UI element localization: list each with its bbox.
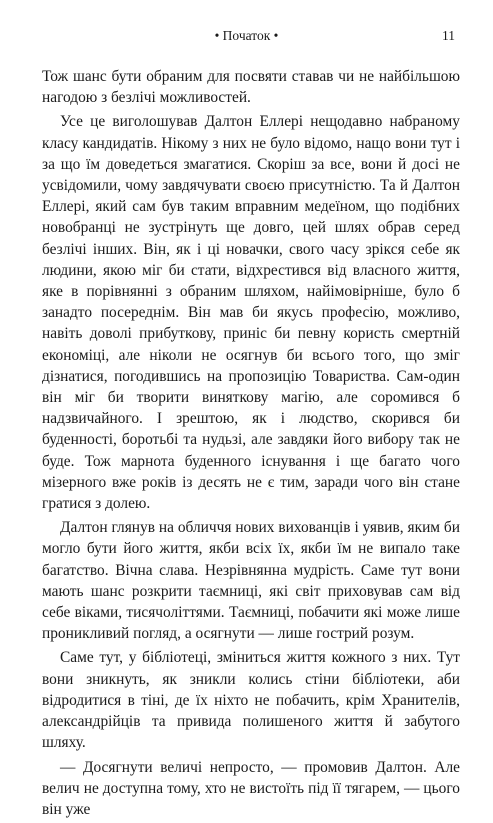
paragraph: — Досягнути величі непросто, — промовив Далтон. Але велич не доступна тому, хто не вистоїть під її тягарем, — цього він уже (42, 758, 460, 818)
paragraph: Тож шанс бути обраним для посвяти ставав чи не найбільшою нагодою з безлічі можливостей. (42, 68, 460, 107)
body-text (42, 66, 460, 823)
paragraph: Далтон глянув на обличчя нових вихованців і уявив, яким би могло бути його життя, якби всіх їх, якби їм не випало таке багатство. Вічна слава. Незрівнянна мудрість. Саме тут вони мають шанс розкрити таємниці, які світ приховував сам від себе віками, тисячоліттями. Таємниці, побачити які може лише проникливий погляд, а осягнути — лише гострий розум. (42, 519, 460, 643)
paragraph: Саме тут, у бібліотеці, зміниться життя кожного з них. Тут вони зникнуть, як зникли колись стіни бібліотеки, аби відродитися в тіні, де їх ніхто не побачить, крім Хранителів, александрійців та привида полишеного життя й забутого шляху. (42, 649, 460, 752)
page-number: 11 (442, 28, 455, 43)
running-title: • Початок • (214, 28, 279, 43)
paragraph: Усе це виголошував Далтон Еллері нещодавно набраному класу кандидатів. Нікому з них не було відомо, нащо вони тут і за що їм доведеться змагатися. Скоріш за все, вони й досі не усвідомили, чому завдячувати своєю присутністю. Та й Далтон Еллері, який сам був таким вправним медеїном, що подібних новобранці не зустрінуть ще довго, цей шлях обрав серед безлічі інших. Він, як і ці новачки, свого часу зрікся себе як людини, якою міг би стати, відхрестився від власного життя, яке в порівнянні з обраним шляхом, найімовірніше, було б занадто посереднім. Він мав би якусь професію, можливо, навіть доволі прибуткову, приніс би певну користь смертній економіці, але ніколи не осягнув би всього того, що зміг дізнатися, погодившись на пропозицію Товариства. Сам-один він міг би творити виняткову магію, але соромився б надзвичайного. І зрештою, як і людство, скорився би буденності, боротьбі та нудьзі, але завдяки його вибору так не буде. Тож марнота буденного існування і ще багато чого мізерного вже років із десять не є тим, заради чого він стане гратися з долею. (42, 113, 460, 513)
running-header (0, 26, 493, 46)
